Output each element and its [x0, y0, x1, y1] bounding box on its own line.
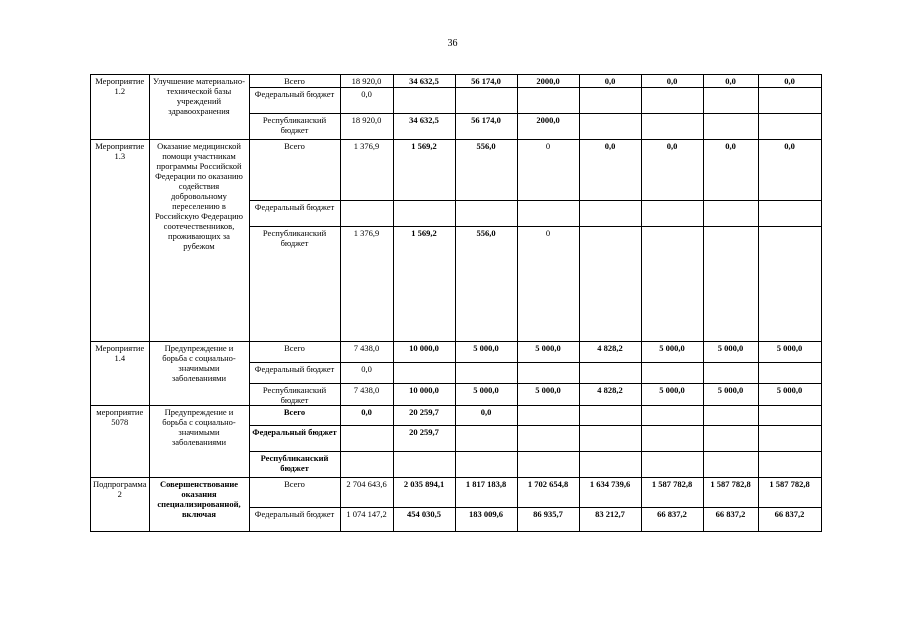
amount-cell — [517, 201, 579, 227]
amount-cell — [641, 426, 703, 452]
amount-cell — [393, 201, 455, 227]
amount-cell — [517, 88, 579, 114]
amount-cell — [455, 426, 517, 452]
amount-cell: 5 000,0 — [517, 342, 579, 363]
amount-cell: 1 074 147,2 — [340, 508, 393, 532]
budget-table — [90, 74, 822, 532]
program-code-cell: Мероприятие 1.2 — [91, 75, 150, 140]
amount-cell — [579, 201, 641, 227]
program-code-cell: Подпрограмма 2 — [91, 478, 150, 532]
amount-cell: 0,0 — [455, 406, 517, 426]
amount-cell — [641, 452, 703, 478]
amount-cell — [641, 114, 703, 140]
amount-cell: 0 — [517, 140, 579, 201]
funding-source-cell: Республиканский бюджет — [249, 114, 340, 140]
page-number: 36 — [447, 38, 458, 49]
amount-cell: 86 935,7 — [517, 508, 579, 532]
amount-cell — [579, 426, 641, 452]
amount-cell — [579, 227, 641, 342]
amount-cell: 0,0 — [579, 140, 641, 201]
amount-cell: 183 009,6 — [455, 508, 517, 532]
amount-cell: 0,0 — [758, 140, 821, 201]
amount-cell — [579, 114, 641, 140]
amount-cell: 10 000,0 — [393, 384, 455, 406]
amount-cell — [703, 406, 758, 426]
funding-source-cell: Всего — [249, 342, 340, 363]
amount-cell — [517, 452, 579, 478]
amount-cell: 2000,0 — [517, 114, 579, 140]
amount-cell: 2 035 894,1 — [393, 478, 455, 508]
amount-cell: 18 920,0 — [340, 114, 393, 140]
amount-cell: 1 817 183,8 — [455, 478, 517, 508]
amount-cell — [517, 426, 579, 452]
amount-cell: 5 000,0 — [455, 342, 517, 363]
funding-source-cell: Республиканский бюджет — [249, 384, 340, 406]
amount-cell — [455, 201, 517, 227]
amount-cell: 0 — [517, 227, 579, 342]
funding-source-cell: Всего — [249, 406, 340, 426]
table-row — [91, 75, 822, 88]
amount-cell: 0,0 — [703, 140, 758, 201]
amount-cell — [455, 88, 517, 114]
amount-cell: 0,0 — [641, 140, 703, 201]
amount-cell: 556,0 — [455, 140, 517, 201]
amount-cell — [455, 452, 517, 478]
amount-cell: 0,0 — [758, 75, 821, 88]
funding-source-cell: Республиканский бюджет — [249, 452, 340, 478]
amount-cell: 56 174,0 — [455, 114, 517, 140]
amount-cell: 5 000,0 — [758, 384, 821, 406]
amount-cell — [517, 406, 579, 426]
amount-cell: 556,0 — [455, 227, 517, 342]
table-body — [91, 75, 822, 532]
funding-source-cell: Федеральный бюджет — [249, 363, 340, 384]
amount-cell — [455, 363, 517, 384]
amount-cell — [340, 201, 393, 227]
amount-cell: 34 632,5 — [393, 75, 455, 88]
amount-cell: 0,0 — [340, 363, 393, 384]
amount-cell — [703, 88, 758, 114]
amount-cell: 0,0 — [340, 406, 393, 426]
amount-cell — [758, 406, 821, 426]
funding-source-cell: Федеральный бюджет — [249, 201, 340, 227]
amount-cell: 66 837,2 — [641, 508, 703, 532]
amount-cell: 4 828,2 — [579, 342, 641, 363]
amount-cell: 1 376,9 — [340, 227, 393, 342]
amount-cell — [703, 426, 758, 452]
amount-cell — [340, 452, 393, 478]
amount-cell: 5 000,0 — [517, 384, 579, 406]
program-name-cell: Улучшение материально-технической базы учреждений здравоохранения — [149, 75, 249, 140]
funding-source-cell: Всего — [249, 140, 340, 201]
table-row — [91, 478, 822, 508]
program-name-cell: Совершенствование оказания специализированной, включая — [149, 478, 249, 532]
program-code-cell: Мероприятие 1.4 — [91, 342, 150, 406]
amount-cell — [758, 227, 821, 342]
funding-source-cell: Всего — [249, 478, 340, 508]
amount-cell — [579, 452, 641, 478]
amount-cell: 0,0 — [340, 88, 393, 114]
amount-cell: 20 259,7 — [393, 426, 455, 452]
amount-cell — [641, 88, 703, 114]
amount-cell — [758, 363, 821, 384]
amount-cell — [758, 426, 821, 452]
amount-cell — [758, 114, 821, 140]
amount-cell — [641, 363, 703, 384]
amount-cell — [393, 452, 455, 478]
program-code-cell: Мероприятие 1.3 — [91, 140, 150, 342]
amount-cell — [758, 201, 821, 227]
amount-cell — [641, 227, 703, 342]
amount-cell: 0,0 — [703, 75, 758, 88]
amount-cell — [703, 452, 758, 478]
amount-cell: 5 000,0 — [703, 384, 758, 406]
amount-cell — [641, 406, 703, 426]
amount-cell: 5 000,0 — [455, 384, 517, 406]
amount-cell — [579, 88, 641, 114]
funding-source-cell: Республиканский бюджет — [249, 227, 340, 342]
amount-cell: 4 828,2 — [579, 384, 641, 406]
program-code-cell: мероприятие 5078 — [91, 406, 150, 478]
amount-cell: 7 438,0 — [340, 384, 393, 406]
amount-cell — [758, 88, 821, 114]
program-name-cell: Оказание медицинской помощи участникам программы Российской Федерации по оказанию содействия добровольному переселению в Российскую Федерацию соотечественников, проживающих за рубежом — [149, 140, 249, 342]
amount-cell: 1 569,2 — [393, 227, 455, 342]
amount-cell: 5 000,0 — [703, 342, 758, 363]
funding-source-cell: Всего — [249, 75, 340, 88]
amount-cell — [340, 426, 393, 452]
amount-cell: 2000,0 — [517, 75, 579, 88]
amount-cell: 66 837,2 — [703, 508, 758, 532]
amount-cell — [393, 363, 455, 384]
funding-source-cell: Федеральный бюджет — [249, 88, 340, 114]
amount-cell — [703, 114, 758, 140]
amount-cell: 1 634 739,6 — [579, 478, 641, 508]
program-name-cell: Предупреждение и борьба с социально-значимыми заболеваниями — [149, 406, 249, 478]
amount-cell: 66 837,2 — [758, 508, 821, 532]
amount-cell: 1 702 654,8 — [517, 478, 579, 508]
amount-cell: 7 438,0 — [340, 342, 393, 363]
amount-cell — [517, 363, 579, 384]
amount-cell: 5 000,0 — [641, 342, 703, 363]
amount-cell: 1 587 782,8 — [703, 478, 758, 508]
amount-cell — [579, 406, 641, 426]
amount-cell — [703, 227, 758, 342]
amount-cell: 83 212,7 — [579, 508, 641, 532]
funding-source-cell: Федеральный бюджет — [249, 426, 340, 452]
amount-cell: 0,0 — [579, 75, 641, 88]
amount-cell: 1 587 782,8 — [641, 478, 703, 508]
table-row — [91, 140, 822, 201]
table-row — [91, 406, 822, 426]
table-row — [91, 342, 822, 363]
amount-cell: 0,0 — [641, 75, 703, 88]
amount-cell: 1 569,2 — [393, 140, 455, 201]
amount-cell — [393, 88, 455, 114]
amount-cell: 18 920,0 — [340, 75, 393, 88]
amount-cell — [703, 363, 758, 384]
amount-cell: 1 376,9 — [340, 140, 393, 201]
amount-cell: 5 000,0 — [641, 384, 703, 406]
amount-cell — [758, 452, 821, 478]
amount-cell: 56 174,0 — [455, 75, 517, 88]
amount-cell — [641, 201, 703, 227]
program-name-cell: Предупреждение и борьба с социально-значимыми заболеваниями — [149, 342, 249, 406]
amount-cell: 2 704 643,6 — [340, 478, 393, 508]
amount-cell: 1 587 782,8 — [758, 478, 821, 508]
amount-cell: 10 000,0 — [393, 342, 455, 363]
amount-cell — [703, 201, 758, 227]
amount-cell: 5 000,0 — [758, 342, 821, 363]
amount-cell: 34 632,5 — [393, 114, 455, 140]
funding-source-cell: Федеральный бюджет — [249, 508, 340, 532]
amount-cell: 20 259,7 — [393, 406, 455, 426]
amount-cell — [579, 363, 641, 384]
amount-cell: 454 030,5 — [393, 508, 455, 532]
